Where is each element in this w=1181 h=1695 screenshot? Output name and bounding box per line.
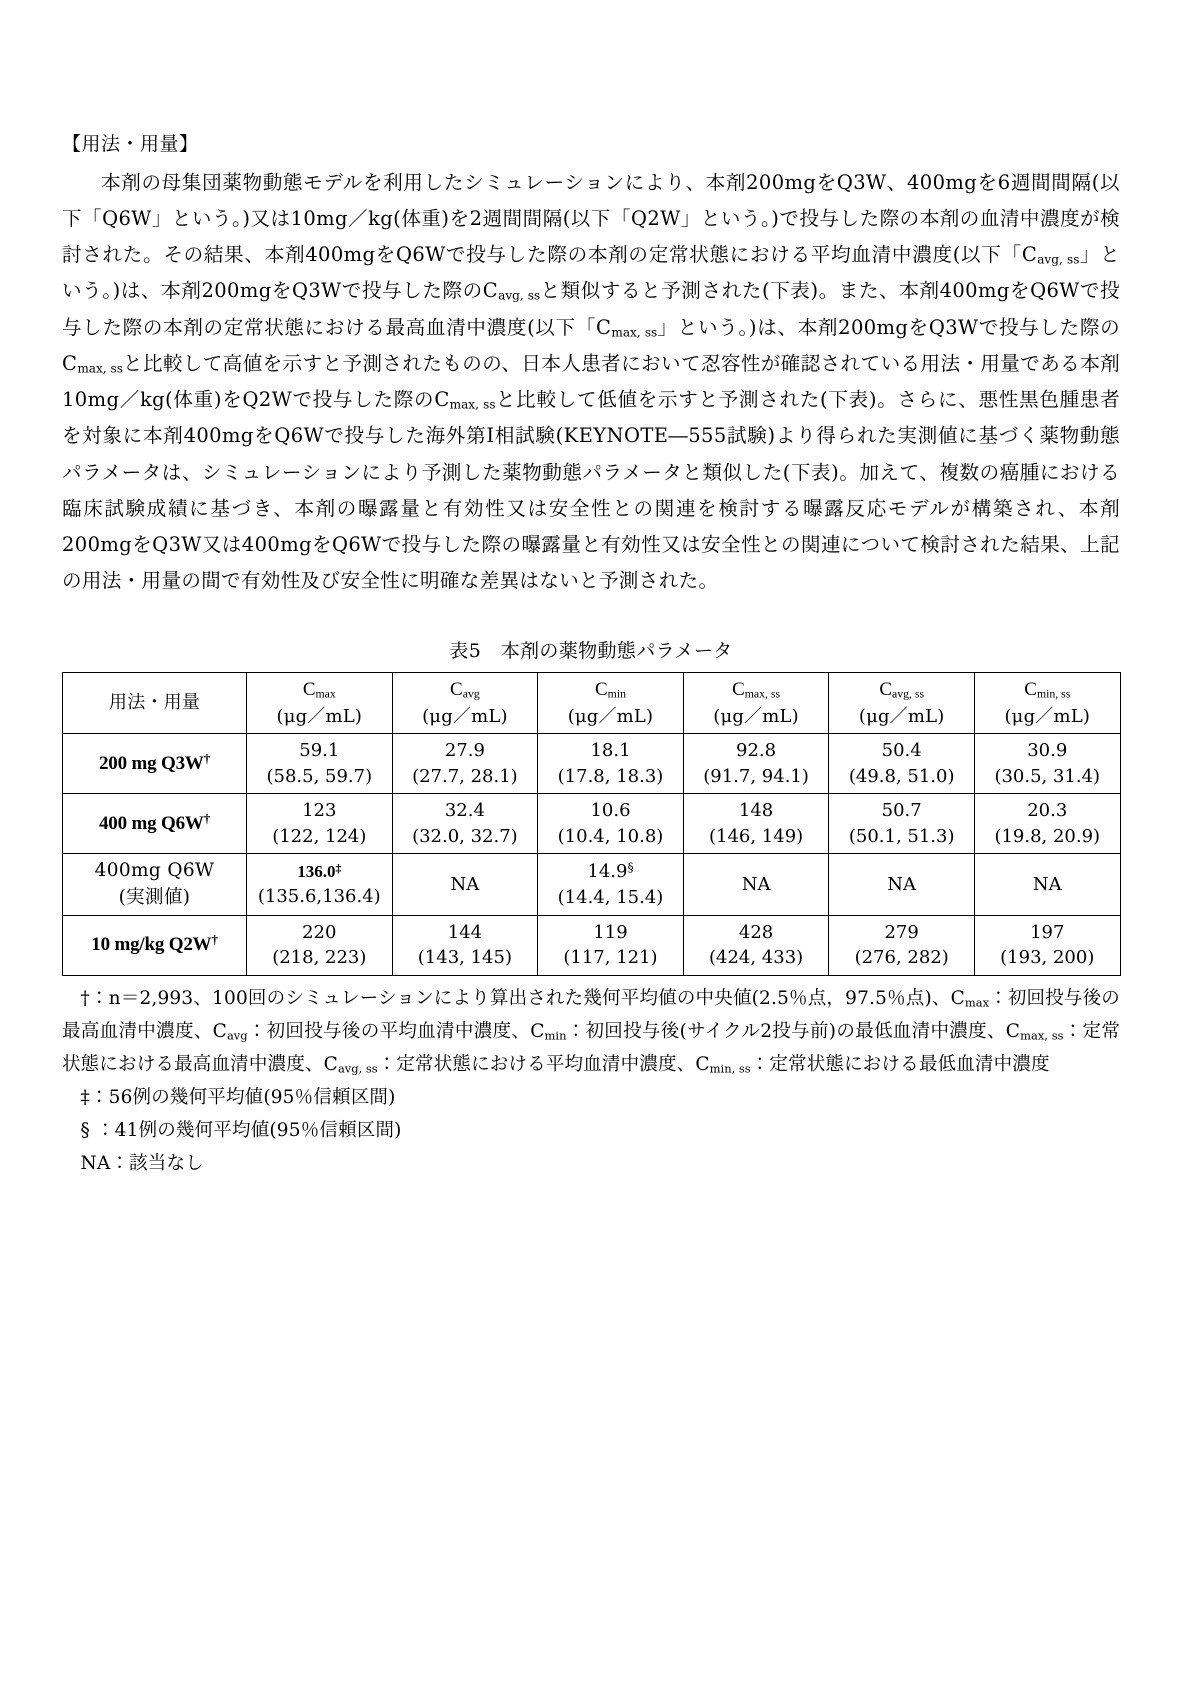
header-cmin-symbol: $C_{min}$ [594, 678, 626, 701]
row-label-400mg-q6w-observed [63, 854, 247, 916]
header-cavg-ss-unit: (μg／mL) [858, 705, 945, 727]
header-cmax-ss-symbol: $C_{max, ss}$ [732, 678, 781, 701]
document-page [62, 130, 1120, 1181]
dose-footnote-marker: † [203, 750, 210, 766]
cell-cmin-ss: NA [974, 854, 1120, 916]
header-cmax [247, 672, 393, 734]
footnote-section: § ：41例の幾何平均値(95％信頼区間) [80, 1119, 402, 1141]
cell-cmin: 18.1 (17.8, 18.3) [538, 734, 684, 794]
header-dosage-label: 用法・用量 [109, 692, 200, 714]
cell-cmax: 59.1 (58.5, 59.7) [247, 734, 393, 794]
cell-cmax-ss: 92.8 (91.7, 94.1) [683, 734, 829, 794]
header-cavg [392, 672, 538, 734]
cell-cavg-ss: NA [829, 854, 975, 916]
row-label-400mg-q6w [63, 794, 247, 854]
header-cmax-symbol: $C_{max}$ [302, 678, 336, 701]
footnote-double-dagger: ‡：56例の幾何平均値(95％信頼区間) [80, 1086, 396, 1108]
table-footnotes [62, 983, 1120, 1181]
cell-cmin-ss: 197 (193, 200) [974, 915, 1120, 975]
cell-cavg-ss: 279 (276, 282) [829, 915, 975, 975]
cell-cmin: 14.9§ (14.4, 15.4) [538, 854, 684, 916]
dose-text: 200 mg Q3W [99, 752, 204, 774]
dose-footnote-marker: † [211, 932, 218, 948]
header-cmax-ss [683, 672, 829, 734]
header-cmin-unit: (μg／mL) [567, 705, 654, 727]
cell-cmax-ss: 148 (146, 149) [683, 794, 829, 854]
header-cmin-ss [974, 672, 1120, 734]
cell-cmin-ss: 20.3 (19.8, 20.9) [974, 794, 1120, 854]
table-caption: 表5 本剤の薬物動態パラメータ [449, 639, 733, 662]
header-cmin [538, 672, 684, 734]
dose-footnote-marker: † [203, 810, 210, 826]
cell-cavg-ss: 50.7 (50.1, 51.3) [829, 794, 975, 854]
header-cmin-ss-unit: (μg／mL) [1004, 705, 1091, 727]
cell-cmax-ss: 428 (424, 433) [683, 915, 829, 975]
cell-cmin: 10.6 (10.4, 10.8) [538, 794, 684, 854]
table-row [63, 794, 1121, 854]
dose-text: 400 mg Q6W [99, 812, 204, 834]
table-row [63, 854, 1121, 916]
header-cavg-unit: (μg／mL) [422, 705, 508, 727]
cell-cavg: 144 (143, 145) [392, 915, 538, 975]
cell-cavg: 27.9 (27.7, 28.1) [392, 734, 538, 794]
value-footnote-marker: § [627, 860, 634, 875]
dose-text: 10 mg/kg Q2W [91, 934, 212, 956]
dose-sublabel: (実測値) [118, 886, 191, 908]
cell-cmin-ss: 30.9 (30.5, 31.4) [974, 734, 1120, 794]
header-cavg-ss-symbol: $C_{avg, ss}$ [879, 678, 925, 701]
header-cmin-ss-symbol: $C_{min, ss}$ [1024, 678, 1071, 701]
cell-cavg: NA [392, 854, 538, 916]
value-footnote-marker: ‡ [335, 861, 342, 875]
header-cmax-ss-unit: (μg／mL) [713, 705, 799, 727]
cell-cavg: 32.4 (32.0, 32.7) [392, 794, 538, 854]
body-paragraph: 本剤の母集団薬物動態モデルを利用したシミュレーションにより、本剤200mgをQ3W、400mgを6週間間隔(以下「Q6W」という。)又は10mg／kg(体重)を2週間間隔(以下「Q2W」という。)で投与した際の本剤の血清中濃度が検討された。その結果、本剤400mgをQ6Wで投与した際の本剤の定常状態における平均血清中濃度(以下「$C_{avg, ss}$」という。)は、本剤200mgをQ3Wで投与した際の$C_{avg, ss}$と類似すると予測された(下表)。また、本剤400mgをQ6Wで投与した際の本剤の定常状態における最高血清中濃度(以下「$C_{max, ss}$」という。)は、本剤200mgをQ3Wで投与した際の$C_{max, ss}$と比較して高値を示すと予測されたものの、日本人患者において忍容性が確認されている用法・用量である本剤10mg／kg(体重)をQ2Wで投与した際の$C_{max, ss}$と比較して低値を示すと予測された(下表)。さらに、悪性黒色腫患者を対象に本剤400mgをQ6Wで投与した海外第Ⅰ相試験(KEYNOTE―555試験)より得られた実測値に基づく薬物動態パラメータは、シミュレーションにより予測した薬物動態パラメータと類似した(下表)。加えて、複数の癌腫における臨床試験成績に基づき、本剤の曝露量と有効性又は安全性との関連を検討する曝露反応モデルが構築され、本剤200mgをQ3W又は400mgをQ6Wで投与した際の曝露量と有効性又は安全性との関連について検討された結果、上記の用法・用量の間で有効性及び安全性に明確な差異はないと予測された。 [62, 170, 1120, 593]
cell-cmax: 136.0‡ (135.6,136.4) [247, 854, 393, 916]
cell-cavg-ss: 50.4 (49.8, 51.0) [829, 734, 975, 794]
table-row [63, 915, 1121, 975]
header-cmax-unit: (μg／mL) [276, 705, 363, 727]
table-header-row [63, 672, 1121, 734]
cell-cmax-ss: NA [683, 854, 829, 916]
cell-cmax: 220 (218, 223) [247, 915, 393, 975]
pk-parameters-table [62, 672, 1121, 976]
section-heading: 【用法・用量】 [62, 133, 199, 155]
dose-text: 400mg Q6W [94, 860, 215, 882]
header-cavg-ss [829, 672, 975, 734]
header-dosage [63, 672, 247, 734]
row-label-10mgkg-q2w [63, 915, 247, 975]
row-label-200mg-q3w [63, 734, 247, 794]
table-row [63, 734, 1121, 794]
footnote-na: NA：該当なし [80, 1152, 204, 1174]
footnote-dagger: †：n＝2,993、100回のシミュレーションにより算出された幾何平均値の中央値(2.5％点，97.5％点)、$C_{max}$：初回投与後の最高血清中濃度、$C_{avg}$：初回投与後の平均血清中濃度、$C_{min}$：初回投与後(サイクル2投与前)の最低血清中濃度、$C_{max, ss}$：定常状態における最高血清中濃度、$C_{avg, ss}$：定常状態における平均血清中濃度、$C_{min, ss}$：定常状態における最低血清中濃度 [62, 988, 1120, 1076]
cell-cmin: 119 (117, 121) [538, 915, 684, 975]
cell-cmax: 123 (122, 124) [247, 794, 393, 854]
header-cavg-symbol: $C_{avg}$ [450, 678, 480, 701]
